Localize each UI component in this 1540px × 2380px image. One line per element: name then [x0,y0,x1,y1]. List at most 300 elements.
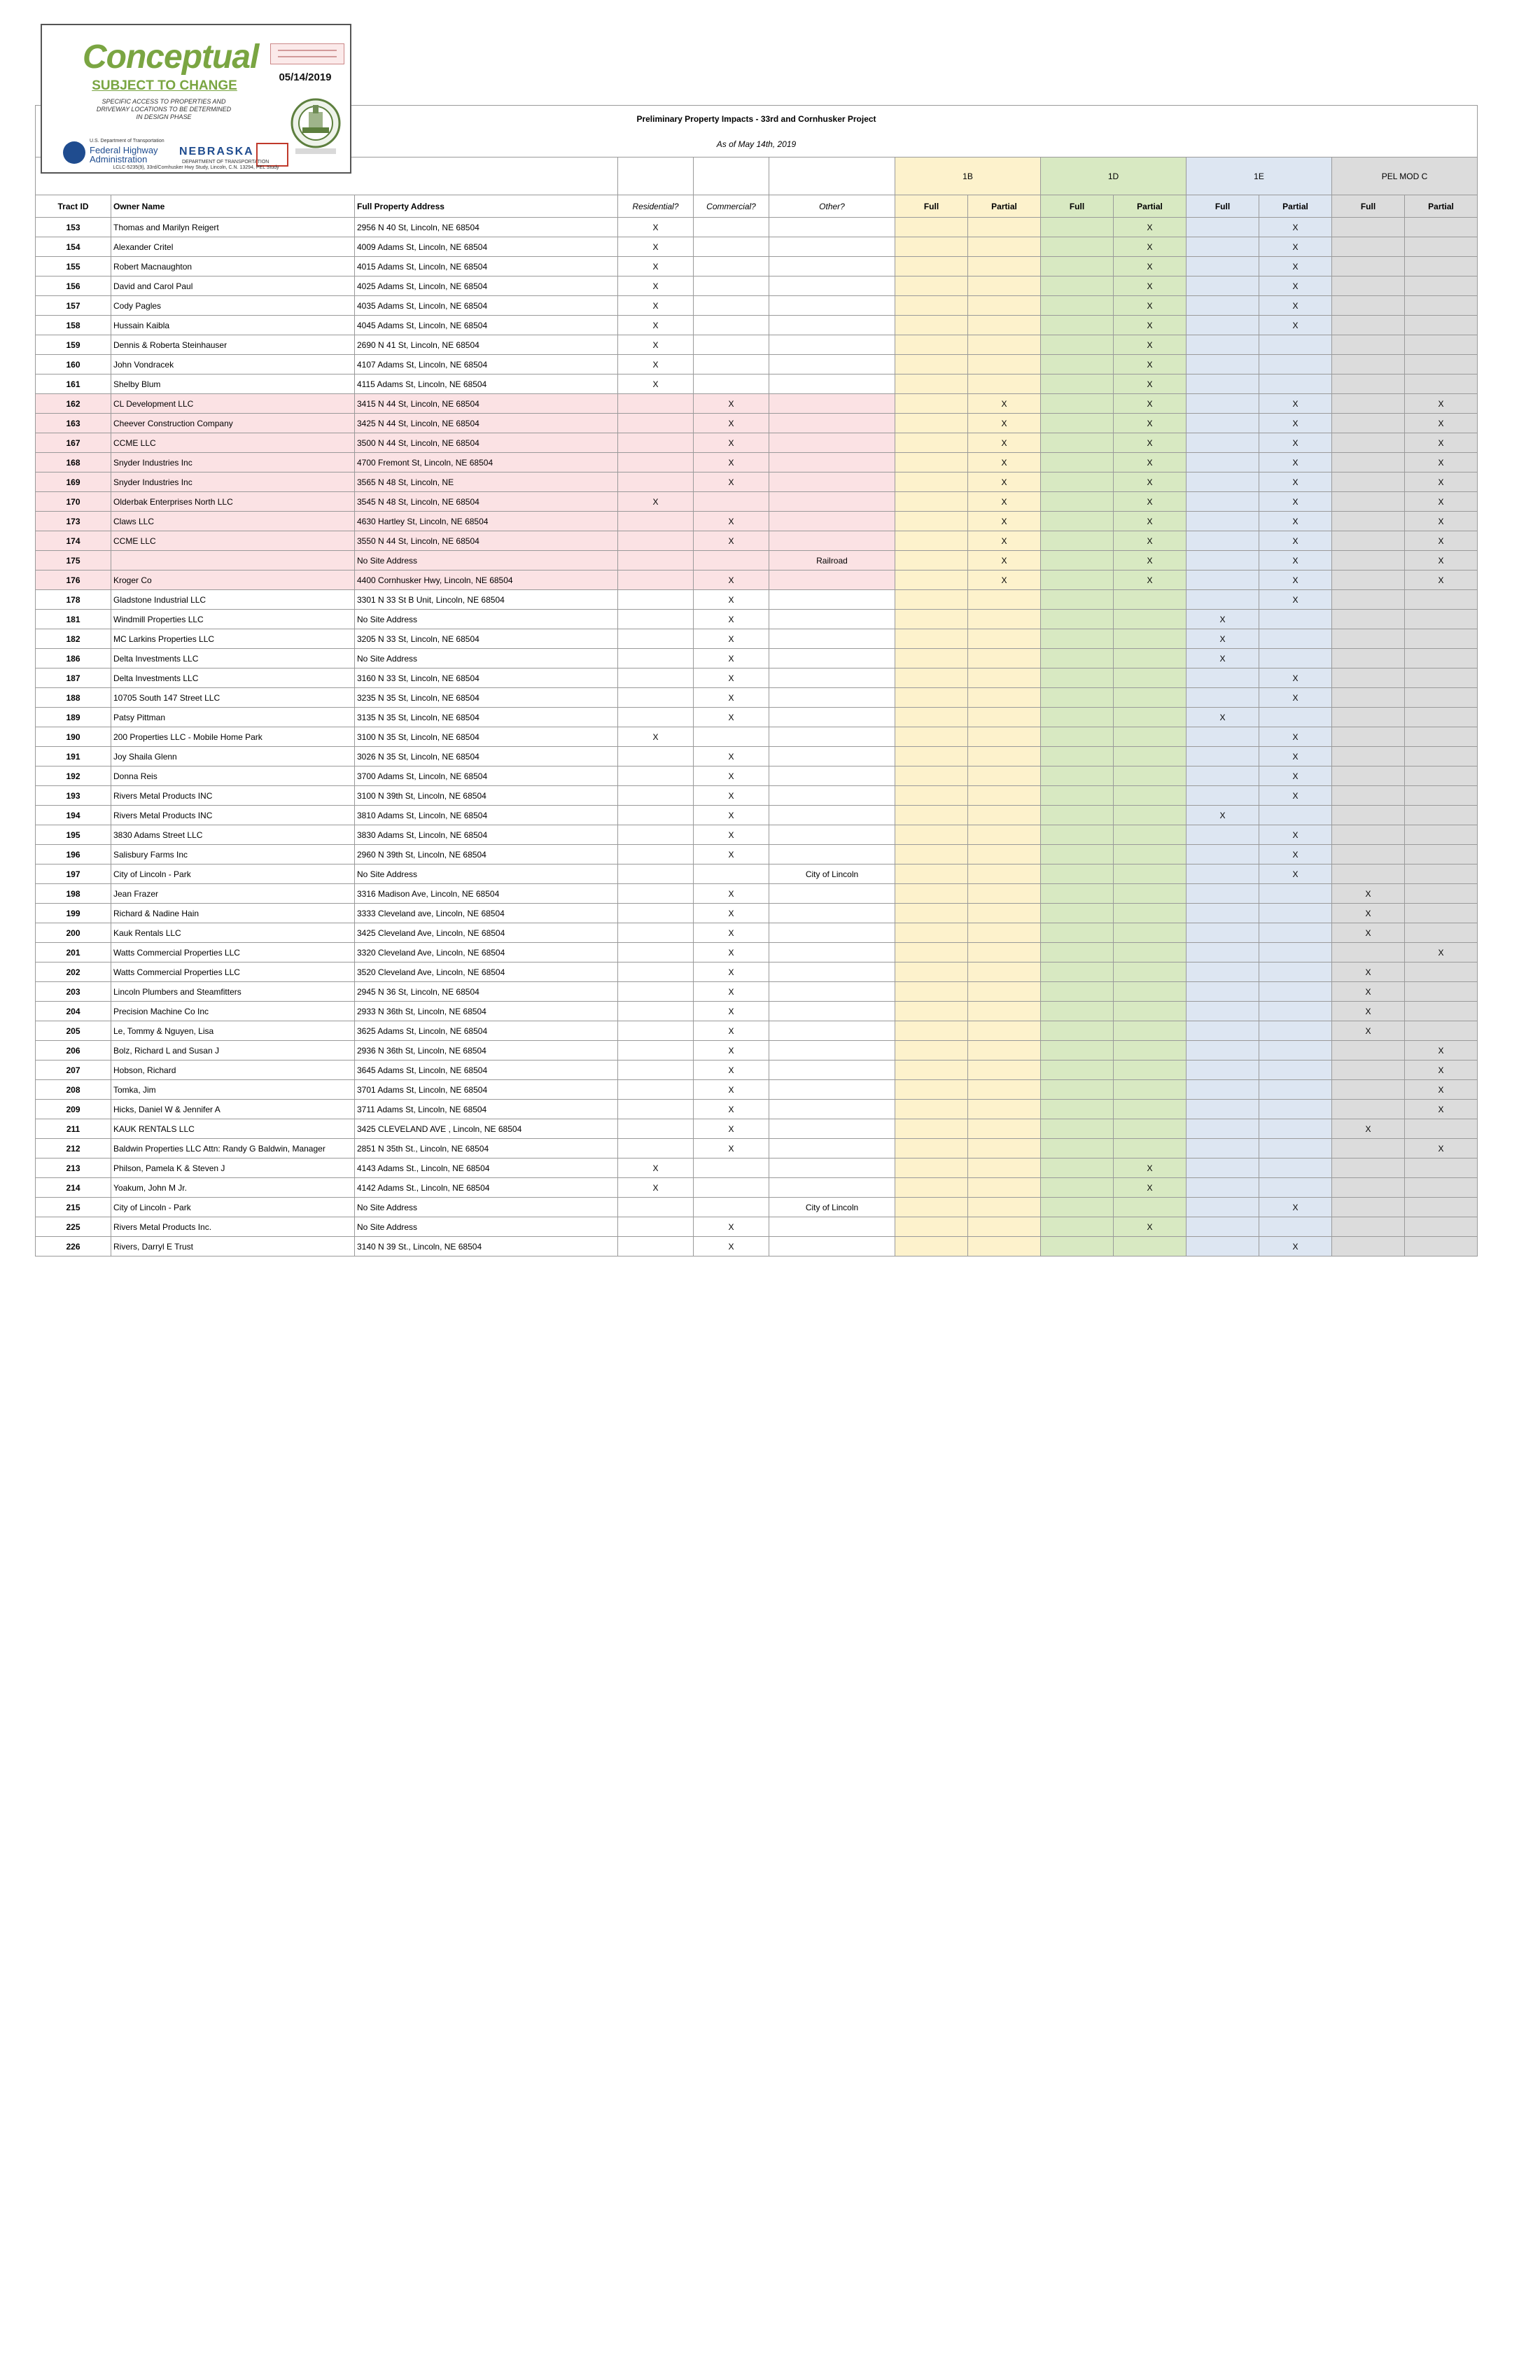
commercial-cell: X [694,845,769,864]
other-cell [769,727,895,747]
table-row [36,884,1478,904]
other-cell [769,786,895,806]
address-cell: 3026 N 35 St, Lincoln, NE 68504 [355,747,618,766]
owner-name-cell: Alexander Critel [111,237,355,257]
impact-1d-full-cell [1041,825,1114,845]
impact-pel-partial-cell [1405,610,1478,629]
impact-pel-full-cell [1332,237,1405,257]
impact-1b-partial-cell [968,786,1041,806]
impact-1b-full-cell [895,1158,968,1178]
impact-1d-partial-cell [1114,1080,1186,1100]
header-address: Full Property Address [355,195,618,218]
impact-1e-partial-cell [1259,962,1332,982]
tract-id-cell: 189 [36,708,111,727]
impact-1d-full-cell [1041,668,1114,688]
residential-cell [618,1021,694,1041]
commercial-cell: X [694,668,769,688]
impact-1d-full-cell [1041,982,1114,1002]
other-cell [769,904,895,923]
impact-pel-full-cell [1332,1100,1405,1119]
impact-pel-partial-cell: X [1405,1139,1478,1158]
address-cell: 3316 Madison Ave, Lincoln, NE 68504 [355,884,618,904]
table-row [36,923,1478,943]
table-row [36,257,1478,276]
impact-pel-full-cell [1332,747,1405,766]
impact-1e-partial-cell [1259,708,1332,727]
table-row [36,492,1478,512]
impact-1d-partial-cell [1114,1198,1186,1217]
tract-id-cell: 191 [36,747,111,766]
owner-name-cell: Hicks, Daniel W & Jennifer A [111,1100,355,1119]
header-1d-partial: Partial [1114,195,1186,218]
residential-cell: X [618,218,694,237]
impact-1d-full-cell [1041,414,1114,433]
table-row [36,864,1478,884]
other-cell [769,512,895,531]
residential-cell [618,904,694,923]
impact-1d-partial-cell [1114,884,1186,904]
table-row [36,766,1478,786]
impact-1e-partial-cell [1259,649,1332,668]
table-row [36,1198,1478,1217]
impact-1b-partial-cell [968,1217,1041,1237]
owner-name-cell: Kauk Rentals LLC [111,923,355,943]
address-cell: 3320 Cleveland Ave, Lincoln, NE 68504 [355,943,618,962]
impact-1b-partial-cell [968,1158,1041,1178]
tract-id-cell: 186 [36,649,111,668]
impact-1b-partial-cell [968,1021,1041,1041]
impact-1b-full-cell [895,257,968,276]
impact-1e-partial-cell [1259,355,1332,374]
impact-1d-partial-cell [1114,747,1186,766]
other-cell [769,668,895,688]
impact-1d-full-cell [1041,904,1114,923]
address-cell: 4107 Adams St, Lincoln, NE 68504 [355,355,618,374]
residential-cell [618,688,694,708]
address-cell: 3100 N 35 St, Lincoln, NE 68504 [355,727,618,747]
impact-pel-partial-cell [1405,629,1478,649]
impact-pel-partial-cell [1405,806,1478,825]
impact-pel-partial-cell [1405,1178,1478,1198]
impact-pel-partial-cell: X [1405,453,1478,472]
owner-name-cell: Lincoln Plumbers and Steamfitters [111,982,355,1002]
commercial-cell [694,316,769,335]
table-row [36,296,1478,316]
impact-pel-partial-cell: X [1405,1100,1478,1119]
impact-pel-partial-cell: X [1405,394,1478,414]
impact-1b-partial-cell [968,845,1041,864]
tract-id-cell: 168 [36,453,111,472]
impact-1e-full-cell [1186,453,1259,472]
other-cell [769,943,895,962]
impact-1d-full-cell [1041,1217,1114,1237]
impact-pel-partial-cell [1405,825,1478,845]
tract-id-cell: 159 [36,335,111,355]
impact-1e-partial-cell: X [1259,257,1332,276]
address-cell: 4009 Adams St, Lincoln, NE 68504 [355,237,618,257]
owner-name-cell: KAUK RENTALS LLC [111,1119,355,1139]
impact-1b-partial-cell [968,943,1041,962]
tract-id-cell: 163 [36,414,111,433]
residential-cell [618,1198,694,1217]
impact-pel-full-cell [1332,296,1405,316]
other-cell [769,316,895,335]
impact-1d-full-cell [1041,394,1114,414]
table-row [36,1041,1478,1060]
impact-1d-full-cell [1041,433,1114,453]
impact-1d-partial-cell: X [1114,276,1186,296]
impact-1d-partial-cell [1114,1139,1186,1158]
commercial-cell: X [694,570,769,590]
impact-1d-full-cell [1041,374,1114,394]
impact-1d-partial-cell [1114,590,1186,610]
impact-pel-full-cell [1332,786,1405,806]
impact-1e-full-cell [1186,1158,1259,1178]
address-cell: 2960 N 39th St, Lincoln, NE 68504 [355,845,618,864]
impact-1d-partial-cell: X [1114,316,1186,335]
lincoln-logo-icon [256,143,288,167]
residential-cell: X [618,257,694,276]
impact-pel-full-cell [1332,1060,1405,1080]
sheet-subtitle: As of May 14th, 2019 [36,132,1478,158]
impact-1b-full-cell [895,649,968,668]
other-cell [769,472,895,492]
owner-name-cell: CCME LLC [111,433,355,453]
tract-id-cell: 178 [36,590,111,610]
tract-id-cell: 199 [36,904,111,923]
impact-pel-full-cell [1332,394,1405,414]
tract-id-cell: 173 [36,512,111,531]
impact-1e-partial-cell [1259,1158,1332,1178]
impact-1e-full-cell [1186,276,1259,296]
other-cell: City of Lincoln [769,864,895,884]
impact-pel-full-cell [1332,531,1405,551]
table-row [36,1217,1478,1237]
impact-1e-partial-cell [1259,1021,1332,1041]
impact-1b-full-cell [895,766,968,786]
tract-id-cell: 154 [36,237,111,257]
residential-cell: X [618,316,694,335]
impact-1d-partial-cell [1114,982,1186,1002]
impact-1d-full-cell [1041,296,1114,316]
impact-pel-full-cell [1332,708,1405,727]
commercial-cell: X [694,531,769,551]
other-cell [769,766,895,786]
tract-id-cell: 214 [36,1178,111,1198]
header-other: Other? [769,195,895,218]
impact-1d-full-cell [1041,786,1114,806]
impact-1d-partial-cell: X [1114,512,1186,531]
impact-1e-partial-cell [1259,1002,1332,1021]
impact-1b-partial-cell [968,355,1041,374]
commercial-cell: X [694,1119,769,1139]
other-cell [769,374,895,394]
impact-1b-partial-cell [968,688,1041,708]
impact-1b-partial-cell [968,1119,1041,1139]
impact-1d-full-cell [1041,1002,1114,1021]
impact-1b-full-cell [895,374,968,394]
impact-1b-full-cell [895,708,968,727]
impact-1b-partial-cell: X [968,414,1041,433]
impact-pel-full-cell [1332,1198,1405,1217]
owner-name-cell: Le, Tommy & Nguyen, Lisa [111,1021,355,1041]
residential-cell [618,1119,694,1139]
impact-1d-full-cell [1041,1237,1114,1256]
owner-name-cell [111,551,355,570]
impact-1e-full-cell [1186,492,1259,512]
address-cell: 4400 Cornhusker Hwy, Lincoln, NE 68504 [355,570,618,590]
address-cell: 3100 N 39th St, Lincoln, NE 68504 [355,786,618,806]
impact-pel-full-cell [1332,472,1405,492]
impact-1d-partial-cell: X [1114,453,1186,472]
residential-cell [618,531,694,551]
owner-name-cell: Watts Commercial Properties LLC [111,962,355,982]
residential-cell: X [618,296,694,316]
impact-1d-full-cell [1041,276,1114,296]
other-cell [769,453,895,472]
tract-id-cell: 213 [36,1158,111,1178]
stamp-subtitle: SUBJECT TO CHANGE [92,78,237,93]
impact-1e-full-cell [1186,1060,1259,1080]
impact-pel-full-cell [1332,1080,1405,1100]
impact-1e-full-cell [1186,766,1259,786]
fhwa-logo [63,139,168,167]
address-cell: 4015 Adams St, Lincoln, NE 68504 [355,257,618,276]
owner-name-cell: Delta Investments LLC [111,649,355,668]
other-cell [769,218,895,237]
impact-pel-partial-cell [1405,276,1478,296]
impact-1b-partial-cell [968,1198,1041,1217]
owner-name-cell: Bolz, Richard L and Susan J [111,1041,355,1060]
impact-1b-full-cell [895,864,968,884]
impact-1b-full-cell [895,786,968,806]
other-cell [769,1002,895,1021]
other-cell [769,355,895,374]
commercial-cell: X [694,708,769,727]
nebraska-subtitle: DEPARTMENT OF TRANSPORTATION [182,160,270,164]
tract-id-cell: 198 [36,884,111,904]
impact-1b-full-cell [895,943,968,962]
address-cell: 3415 N 44 St, Lincoln, NE 68504 [355,394,618,414]
tract-id-cell: 182 [36,629,111,649]
commercial-cell: X [694,414,769,433]
header-tract-id: Tract ID [36,195,111,218]
impact-1b-partial-cell: X [968,531,1041,551]
impact-1d-partial-cell [1114,668,1186,688]
impact-1d-full-cell [1041,316,1114,335]
impact-pel-full-cell: X [1332,923,1405,943]
address-cell: 3135 N 35 St, Lincoln, NE 68504 [355,708,618,727]
commercial-cell [694,1158,769,1178]
impact-1e-partial-cell: X [1259,825,1332,845]
impact-1b-partial-cell [968,962,1041,982]
impact-1b-partial-cell [968,864,1041,884]
impact-1d-partial-cell: X [1114,335,1186,355]
address-cell: 3301 N 33 St B Unit, Lincoln, NE 68504 [355,590,618,610]
commercial-cell [694,276,769,296]
impact-1e-full-cell [1186,414,1259,433]
impact-1b-full-cell [895,237,968,257]
impact-1b-partial-cell [968,1178,1041,1198]
table-row [36,629,1478,649]
table-row [36,433,1478,453]
impact-pel-full-cell [1332,864,1405,884]
impact-1b-partial-cell [968,1060,1041,1080]
impact-pel-full-cell [1332,806,1405,825]
impact-pel-full-cell [1332,257,1405,276]
impact-1e-full-cell [1186,218,1259,237]
impact-pel-partial-cell: X [1405,472,1478,492]
impact-1b-full-cell [895,1119,968,1139]
impact-pel-full-cell [1332,1041,1405,1060]
address-cell: 3565 N 48 St, Lincoln, NE [355,472,618,492]
tract-id-cell: 196 [36,845,111,864]
commercial-cell: X [694,825,769,845]
impact-1e-partial-cell [1259,1080,1332,1100]
owner-name-cell: Hobson, Richard [111,1060,355,1080]
residential-cell [618,668,694,688]
commercial-cell: X [694,1139,769,1158]
residential-cell: X [618,1158,694,1178]
tract-id-cell: 207 [36,1060,111,1080]
impact-1e-partial-cell [1259,629,1332,649]
impact-1b-full-cell [895,1198,968,1217]
address-cell: 3425 CLEVELAND AVE , Lincoln, NE 68504 [355,1119,618,1139]
residential-cell [618,1080,694,1100]
impact-1b-full-cell [895,610,968,629]
impact-1b-partial-cell [968,257,1041,276]
impact-1d-partial-cell [1114,1021,1186,1041]
owner-name-cell: Shelby Blum [111,374,355,394]
header-1b-full: Full [895,195,968,218]
other-cell [769,237,895,257]
other-cell [769,629,895,649]
table-row [36,1060,1478,1080]
address-cell: 3160 N 33 St, Lincoln, NE 68504 [355,668,618,688]
impact-pel-full-cell [1332,218,1405,237]
impact-1d-full-cell [1041,923,1114,943]
impact-pel-full-cell [1332,335,1405,355]
property-impacts-table [35,105,1478,1256]
impact-pel-full-cell: X [1332,1021,1405,1041]
impact-1b-full-cell [895,531,968,551]
address-cell: 4142 Adams St., Lincoln, NE 68504 [355,1178,618,1198]
group-1d: 1D [1041,158,1186,195]
impact-1e-full-cell [1186,1198,1259,1217]
tract-id-cell: 206 [36,1041,111,1060]
table-row [36,531,1478,551]
residential-cell [618,629,694,649]
table-row [36,982,1478,1002]
impact-1e-partial-cell: X [1259,512,1332,531]
owner-name-cell: David and Carol Paul [111,276,355,296]
impact-1b-partial-cell [968,218,1041,237]
impact-pel-full-cell [1332,512,1405,531]
owner-name-cell: CCME LLC [111,531,355,551]
impact-1b-full-cell [895,1002,968,1021]
commercial-cell: X [694,904,769,923]
tract-id-cell: 161 [36,374,111,394]
impact-1b-full-cell [895,1080,968,1100]
impact-1d-partial-cell: X [1114,570,1186,590]
impact-1d-full-cell [1041,766,1114,786]
impact-pel-partial-cell [1405,237,1478,257]
tract-id-cell: 209 [36,1100,111,1119]
impact-1b-full-cell [895,1237,968,1256]
impact-1d-full-cell [1041,1178,1114,1198]
impact-1d-full-cell [1041,453,1114,472]
address-cell: 3625 Adams St, Lincoln, NE 68504 [355,1021,618,1041]
table-row [36,1021,1478,1041]
owner-name-cell: Olderbak Enterprises North LLC [111,492,355,512]
impact-1d-full-cell [1041,218,1114,237]
impact-1e-partial-cell: X [1259,276,1332,296]
impact-1e-full-cell [1186,864,1259,884]
impact-1b-partial-cell [968,1041,1041,1060]
residential-cell [618,1217,694,1237]
owner-name-cell: Thomas and Marilyn Reigert [111,218,355,237]
impact-pel-full-cell [1332,316,1405,335]
impact-1d-full-cell [1041,492,1114,512]
impact-1d-full-cell [1041,590,1114,610]
impact-1b-partial-cell [968,1237,1041,1256]
other-cell [769,825,895,845]
impact-1b-full-cell [895,276,968,296]
impact-pel-partial-cell [1405,355,1478,374]
impact-1d-partial-cell [1114,649,1186,668]
residential-cell: X [618,492,694,512]
other-cell [769,962,895,982]
residential-cell [618,551,694,570]
other-cell [769,531,895,551]
impact-1b-partial-cell [968,825,1041,845]
impact-1d-partial-cell [1114,904,1186,923]
table-row [36,237,1478,257]
impact-1e-full-cell [1186,1021,1259,1041]
impact-1d-partial-cell [1114,943,1186,962]
commercial-cell [694,864,769,884]
other-cell [769,570,895,590]
owner-name-cell: MC Larkins Properties LLC [111,629,355,649]
impact-pel-full-cell [1332,1178,1405,1198]
impact-1b-partial-cell: X [968,433,1041,453]
table-row [36,727,1478,747]
agency-banner-icon [270,43,344,64]
impact-pel-full-cell [1332,649,1405,668]
commercial-cell [694,355,769,374]
tract-id-cell: 212 [36,1139,111,1158]
commercial-cell: X [694,1041,769,1060]
residential-cell [618,845,694,864]
table-row [36,218,1478,237]
impact-1e-full-cell [1186,943,1259,962]
impact-1e-full-cell [1186,1139,1259,1158]
impact-1e-full-cell [1186,1237,1259,1256]
other-cell [769,1060,895,1080]
impact-1b-full-cell [895,472,968,492]
impact-1b-full-cell [895,688,968,708]
impact-pel-partial-cell: X [1405,433,1478,453]
impact-1b-partial-cell [968,904,1041,923]
owner-name-cell: Snyder Industries Inc [111,472,355,492]
other-cell [769,884,895,904]
table-row [36,1100,1478,1119]
table-row [36,806,1478,825]
owner-name-cell: Delta Investments LLC [111,668,355,688]
residential-cell [618,394,694,414]
impact-1e-partial-cell [1259,982,1332,1002]
impact-pel-partial-cell [1405,257,1478,276]
